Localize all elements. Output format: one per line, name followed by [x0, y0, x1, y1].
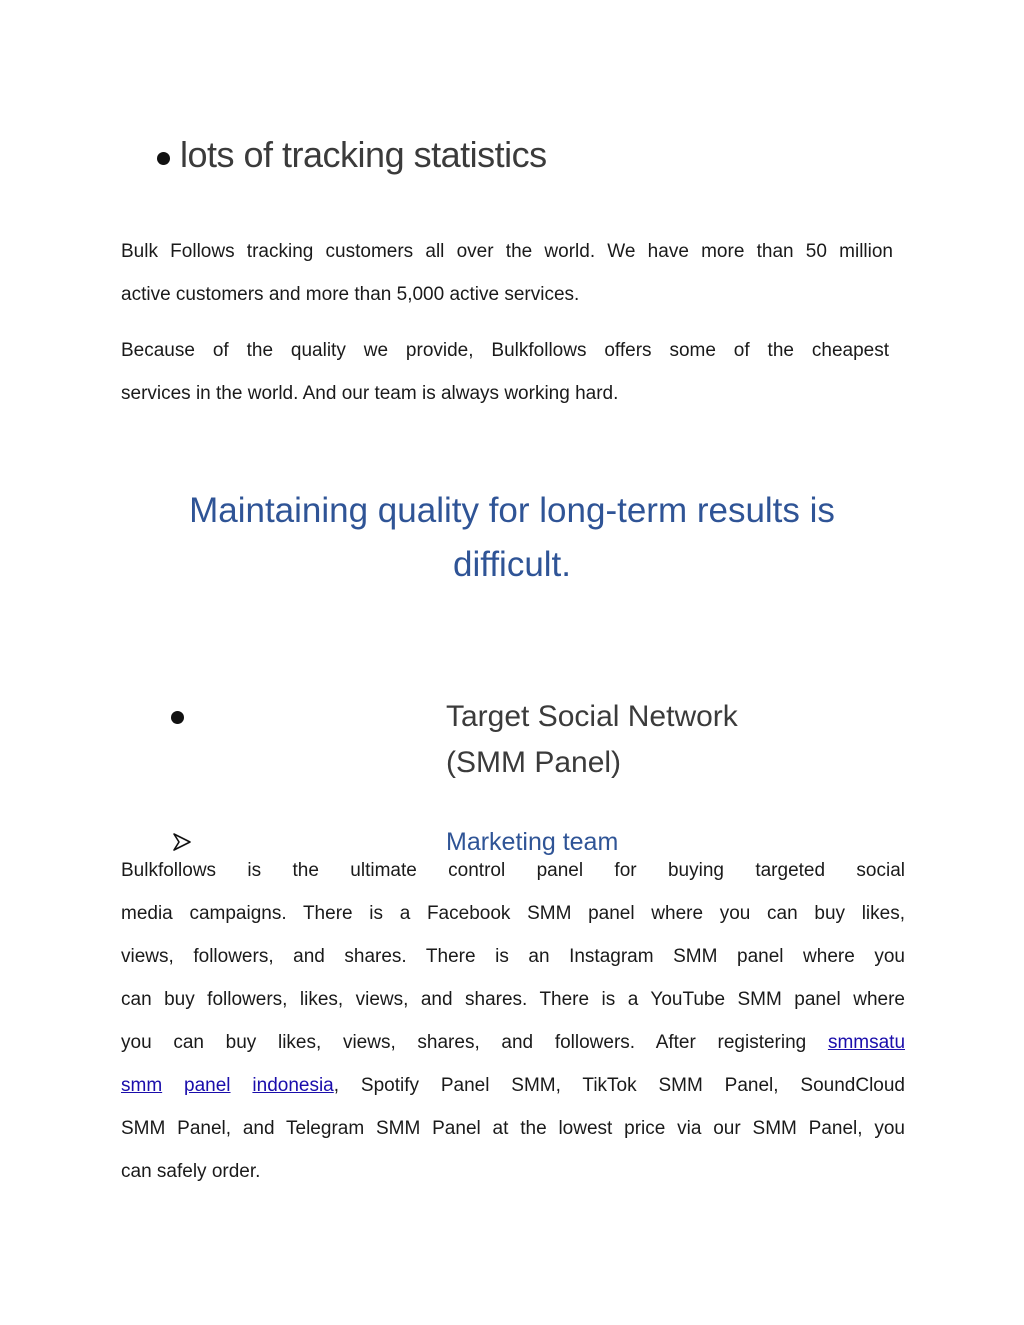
- paragraph-line: media campaigns. There is a Facebook SMM panel where you can buy likes,: [121, 903, 905, 924]
- body-paragraph: [121, 849, 905, 1193]
- paragraph-line: can safely order.: [121, 1161, 261, 1182]
- paragraph-line: active customers and more than 5,000 active services.: [121, 284, 580, 305]
- section-heading: [446, 694, 738, 786]
- section-heading: lots of tracking statistics: [180, 134, 547, 175]
- paragraph-text: , Spotify Panel SMM, TikTok SMM Panel, SoundCloud: [333, 1075, 906, 1096]
- smmsatu-link[interactable]: smmsatu: [827, 1032, 906, 1053]
- title-line: Maintaining quality for long-term results is: [189, 491, 835, 530]
- paragraph-line: services in the world. And our team is always working hard.: [121, 383, 619, 404]
- paragraph-line: views, followers, and shares. There is an Instagram SMM panel where you: [121, 946, 905, 967]
- paragraph-line: [121, 1064, 905, 1107]
- title-line: difficult.: [452, 545, 572, 584]
- paragraph-line: Bulkfollows is the ultimate control panel for buying targeted social: [121, 860, 905, 881]
- quality-paragraph: [121, 329, 905, 415]
- panel-link[interactable]: panel: [184, 1075, 231, 1096]
- bullet-icon: [157, 152, 170, 165]
- subheading: Marketing team: [446, 828, 619, 856]
- heading-line: Target Social Network: [446, 700, 738, 733]
- paragraph-line: Bulk Follows tracking customers all over the world. We have more than 50 million: [121, 241, 893, 262]
- page-title: [120, 484, 904, 592]
- paragraph-line: SMM Panel, and Telegram SMM Panel at the lowest price via our SMM Panel, you: [121, 1118, 905, 1139]
- paragraph-text: you can buy likes, views, shares, and followers. After registering: [121, 1032, 807, 1053]
- bullet-icon: [171, 711, 184, 724]
- indonesia-link[interactable]: indonesia: [252, 1075, 334, 1096]
- heading-line: (SMM Panel): [446, 746, 622, 779]
- intro-paragraph: [121, 230, 905, 316]
- paragraph-line: Because of the quality we provide, Bulkfollows offers some of the cheapest: [121, 340, 889, 361]
- smm-link[interactable]: smm: [121, 1075, 163, 1096]
- paragraph-line: [121, 1021, 905, 1064]
- paragraph-line: can buy followers, likes, views, and shares. There is a YouTube SMM panel where: [121, 989, 905, 1010]
